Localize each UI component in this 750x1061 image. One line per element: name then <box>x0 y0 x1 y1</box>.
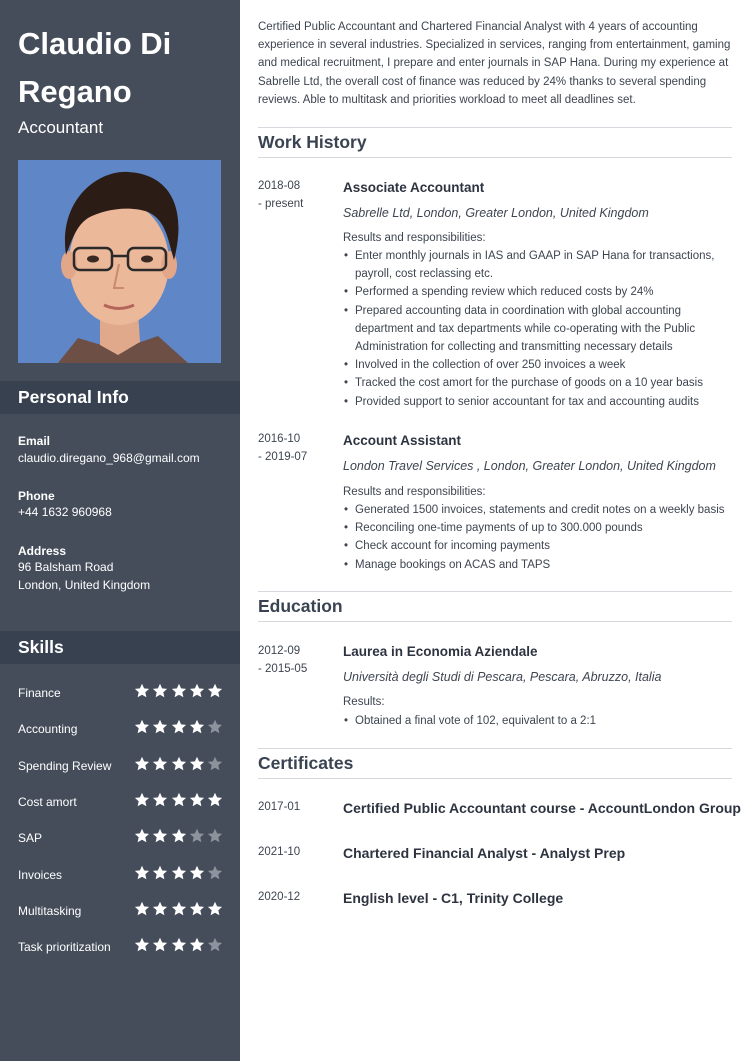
skill-row <box>18 865 223 885</box>
star-filled-icon <box>152 683 168 699</box>
star-filled-icon <box>171 756 187 772</box>
skill-rating <box>132 756 223 772</box>
job-date-end: - present <box>258 198 304 210</box>
skills-heading: Skills <box>0 631 240 664</box>
star-filled-icon <box>189 937 205 953</box>
list-item: • Obtained a final vote of 102, equivalent to a 2:1 <box>343 712 733 730</box>
cert-title: Chartered Financial Analyst - Analyst Prep <box>343 845 626 861</box>
star-filled-icon <box>152 719 168 735</box>
star-filled-icon <box>171 719 187 735</box>
star-filled-icon <box>152 901 168 917</box>
star-filled-icon <box>134 719 150 735</box>
phone-value[interactable]: +44 1632 960968 <box>18 505 112 519</box>
address-line-2: London, United Kingdom <box>18 578 151 592</box>
main-content <box>240 0 750 1061</box>
skill-name: Cost amort <box>18 794 77 809</box>
list-item: • Provided support to senior accountant for tax and accounting audits <box>343 393 733 411</box>
star-empty-icon <box>189 828 205 844</box>
skill-name: Finance <box>18 686 61 700</box>
skill-rating <box>132 937 223 953</box>
skill-row <box>18 901 223 921</box>
skill-name: Task prioritization <box>18 940 111 955</box>
list-item: • Generated 1500 invoices, statements and credit notes on a weekly basis <box>343 501 733 519</box>
email-label: Email <box>18 434 51 448</box>
address-label: Address <box>18 544 67 558</box>
edu-date-end: - 2015-05 <box>258 663 308 675</box>
list-item: • Prepared accounting data in coordination with global accounting department and tax departments while co-operating with the Public Administration for collecting and transmitting necessary details <box>343 302 733 357</box>
skill-rating <box>132 828 223 844</box>
profile-summary: Certified Public Accountant and Chartered Financial Analyst with 4 years of accounting experience in several industries. Specialized in services, ranging from entertainment, gaming and medical recruitment, I prepare and enter journals in SAP Hana. During my experience at Sabrelle Ltd, the overall cost of finance was reduced by 24% thanks to several spending reviews. Able to multitask and priorities workload to meet all deadlines set. <box>258 21 731 106</box>
star-filled-icon <box>152 865 168 881</box>
star-filled-icon <box>171 865 187 881</box>
skill-name: Invoices <box>18 867 63 882</box>
star-filled-icon <box>189 901 205 917</box>
star-filled-icon <box>171 683 187 699</box>
phone-label: Phone <box>18 489 55 503</box>
edu-results-label: Results: <box>343 696 385 708</box>
star-filled-icon <box>171 828 187 844</box>
star-filled-icon <box>171 937 187 953</box>
cert-date: 2020-12 <box>258 891 301 903</box>
star-filled-icon <box>134 683 150 699</box>
skill-row <box>18 756 223 776</box>
job-date-end: - 2019-07 <box>258 451 308 463</box>
email-value[interactable]: claudio.diregano_968@gmail.com <box>18 451 200 465</box>
candidate-title: Accountant <box>18 118 104 137</box>
skill-row <box>18 937 223 957</box>
sidebar <box>0 0 240 1061</box>
edu-school: Università degli Studi di Pescara, Pescara, Abruzzo, Italia <box>343 670 662 684</box>
skill-row <box>18 828 223 848</box>
star-empty-icon <box>207 865 223 881</box>
job-title: Account Assistant <box>343 433 462 448</box>
job-bullets <box>343 247 733 411</box>
star-filled-icon <box>134 901 150 917</box>
star-filled-icon <box>134 792 150 808</box>
star-filled-icon <box>207 792 223 808</box>
job-company: London Travel Services , London, Greater London, United Kingdom <box>343 459 716 473</box>
skill-name: Multitasking <box>18 903 82 918</box>
list-item: • Reconciling one-time payments of up to 300.000 pounds <box>343 519 733 537</box>
cert-date: 2021-10 <box>258 846 301 858</box>
star-filled-icon <box>189 719 205 735</box>
skill-row <box>18 683 223 703</box>
skill-row <box>18 792 223 812</box>
address-line-1: 96 Balsham Road <box>18 560 114 574</box>
edu-degree: Laurea in Economia Aziendale <box>343 644 538 659</box>
cert-date: 2017-01 <box>258 801 301 813</box>
skill-row <box>18 719 223 739</box>
skill-rating <box>132 792 223 808</box>
star-empty-icon <box>207 756 223 772</box>
skill-rating <box>132 865 223 881</box>
personal-info-heading: Personal Info <box>0 381 240 414</box>
star-filled-icon <box>189 756 205 772</box>
certificates-heading: Certificates <box>258 748 732 779</box>
job-resp-label: Results and responsibilities: <box>343 486 486 498</box>
cert-title: Certified Public Accountant course - AccountLondon Group <box>343 800 741 816</box>
job-bullets <box>343 501 733 574</box>
star-filled-icon <box>152 828 168 844</box>
skill-name: SAP <box>18 831 43 846</box>
star-filled-icon <box>207 901 223 917</box>
list-item: • Manage bookings on ACAS and TAPS <box>343 556 733 574</box>
job-resp-label: Results and responsibilities: <box>343 232 486 244</box>
edu-bullets <box>343 712 733 730</box>
list-item: • Enter monthly journals in IAS and GAAP in SAP Hana for transactions, payroll, cost reclassing etc. <box>343 247 733 283</box>
star-filled-icon <box>134 937 150 953</box>
star-filled-icon <box>152 756 168 772</box>
list-item: • Check account for incoming payments <box>343 537 733 555</box>
list-item: • Involved in the collection of over 250 invoices a week <box>343 356 733 374</box>
job-title: Associate Accountant <box>343 180 485 195</box>
list-item: • Performed a spending review which reduced costs by 24% <box>343 283 733 301</box>
star-filled-icon <box>171 792 187 808</box>
star-filled-icon <box>171 901 187 917</box>
candidate-name: Claudio Di Regano <box>18 26 172 109</box>
skill-rating <box>132 683 223 699</box>
skill-name: Spending Review <box>18 758 112 773</box>
star-filled-icon <box>134 756 150 772</box>
star-filled-icon <box>189 792 205 808</box>
cert-title: English level - C1, Trinity College <box>343 890 564 906</box>
work-history-heading: Work History <box>258 127 732 158</box>
profile-photo <box>18 160 221 363</box>
star-empty-icon <box>207 937 223 953</box>
star-filled-icon <box>134 865 150 881</box>
star-empty-icon <box>207 828 223 844</box>
job-date-start: 2018-08 <box>258 180 301 192</box>
star-filled-icon <box>152 792 168 808</box>
star-filled-icon <box>152 937 168 953</box>
job-company: Sabrelle Ltd, London, Greater London, United Kingdom <box>343 206 649 220</box>
star-filled-icon <box>189 683 205 699</box>
star-filled-icon <box>207 683 223 699</box>
star-filled-icon <box>134 828 150 844</box>
education-heading: Education <box>258 591 732 622</box>
skill-rating <box>132 719 223 735</box>
skill-rating <box>132 901 223 917</box>
job-date-start: 2016-10 <box>258 433 301 445</box>
edu-date-start: 2012-09 <box>258 645 301 657</box>
list-item: • Tracked the cost amort for the purchase of goods on a 10 year basis <box>343 374 733 392</box>
star-filled-icon <box>189 865 205 881</box>
star-empty-icon <box>207 719 223 735</box>
skill-name: Accounting <box>18 722 78 737</box>
